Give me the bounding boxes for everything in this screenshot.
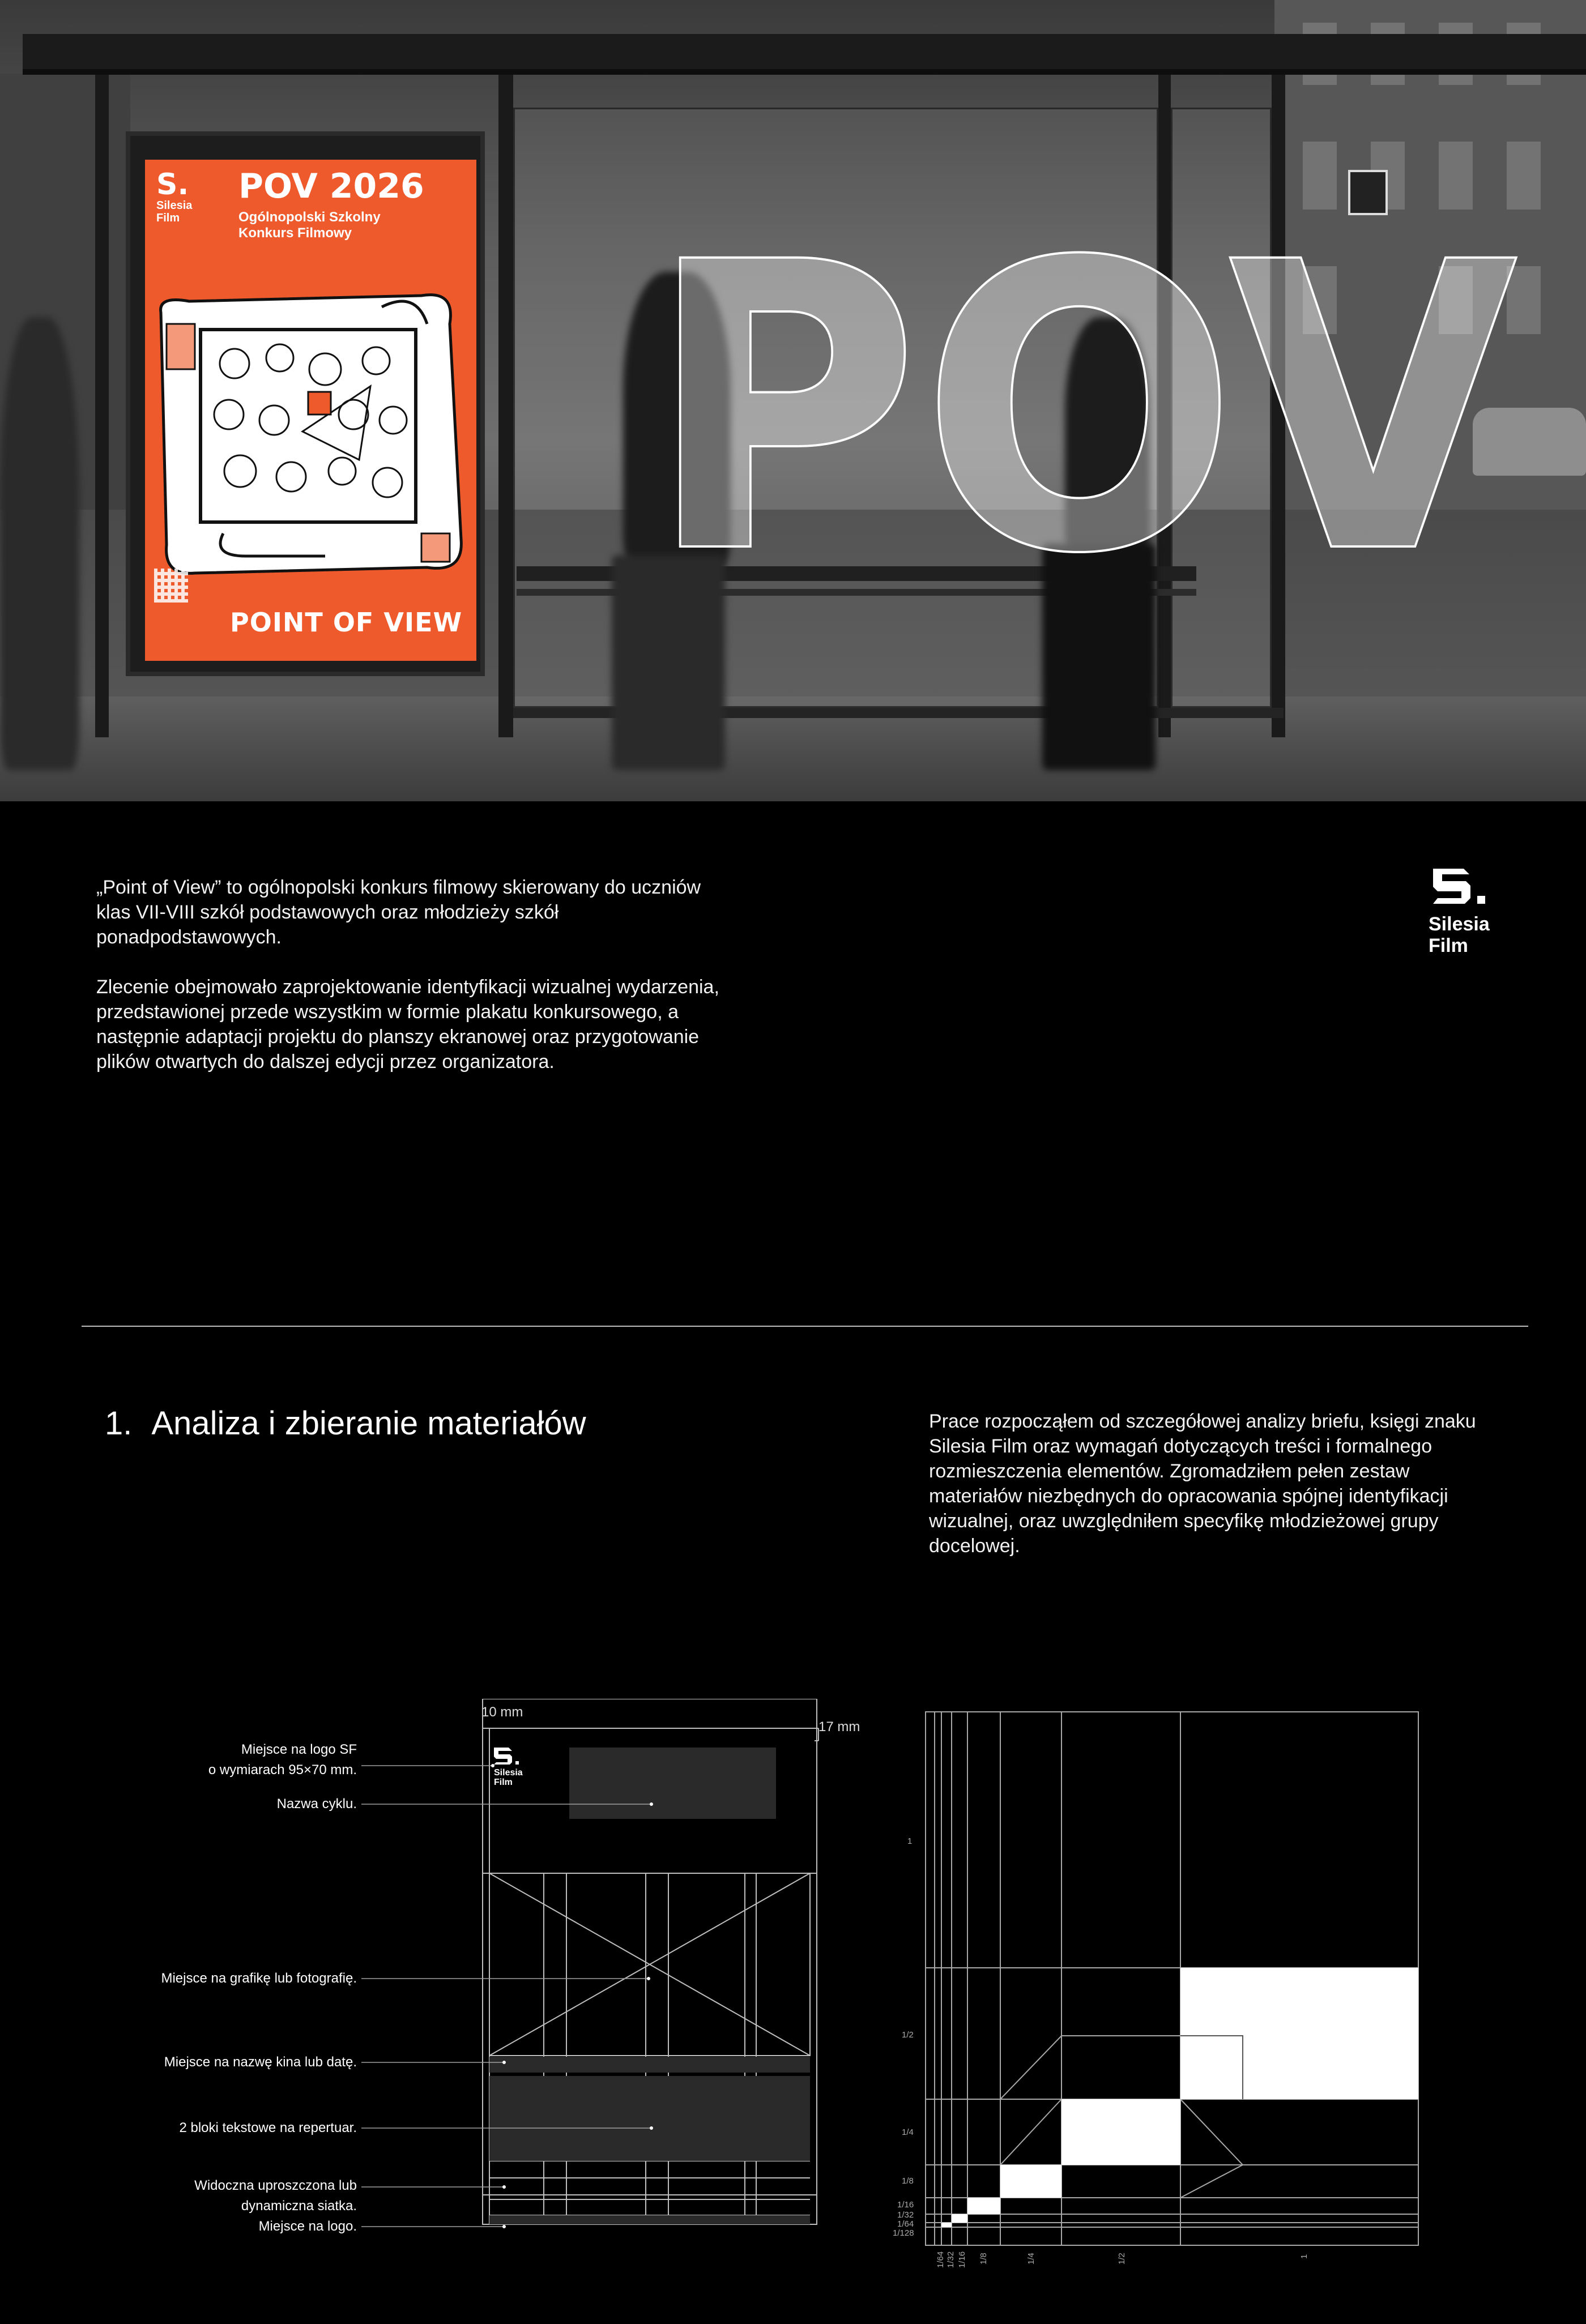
label-grid-line-1: Widoczna uproszczona lub xyxy=(194,2178,357,2193)
dim-top-margin: 10 mm xyxy=(481,1704,523,1720)
intro-paragraph-2: Zlecenie obejmowało zaprojektowanie identyfikacji wizualnej wydarzenia, przedstawionej przede wszystkim w formie plakatu konkursowego, a następnie adaptacji projektu do planszy ekranowej oraz przygotowanie plików otwartych do dalszej edycji przez organizatora. xyxy=(96,976,719,1073)
silesia-film-name-1: Silesia xyxy=(1429,913,1490,935)
poster-qr-code xyxy=(154,569,188,603)
poster-subtitle-line-2: Konkurs Filmowy xyxy=(238,225,352,241)
label-cycle-name: Nazwa cyklu. xyxy=(276,1796,357,1812)
frac-left-1-2: 1/2 xyxy=(902,2030,914,2040)
step-heading xyxy=(105,1404,586,1442)
silesia-film-name-2: Film xyxy=(1429,935,1468,956)
frac-bottom-1: 1 xyxy=(1299,2254,1309,2259)
fraction-grid xyxy=(893,1702,1439,2268)
big-pov-outline-text xyxy=(646,243,1529,561)
mini-logo-name-2: Film xyxy=(494,1778,513,1787)
label-logo-line-2: o wymiarach 95×70 mm. xyxy=(208,1762,357,1778)
silesia-film-s-icon xyxy=(1429,865,1491,906)
frac-left-1-8: 1/8 xyxy=(902,2176,914,2186)
poster-fine-print-1 xyxy=(207,570,287,575)
frac-left-1-64: 1/64 xyxy=(897,2219,914,2229)
frac-bottom-1-16: 1/16 xyxy=(957,2251,967,2268)
frac-left-1-4: 1/4 xyxy=(902,2128,914,2137)
label-logo-line-1: Miejsce na logo SF xyxy=(241,1742,357,1757)
poster-subtitle xyxy=(238,210,408,241)
poster-tagline: POINT OF VIEW xyxy=(230,607,463,638)
frac-left-1-128: 1/128 xyxy=(893,2228,914,2238)
label-small-logo: Miejsce na logo. xyxy=(258,2219,357,2234)
dim-right-margin: 17 mm xyxy=(818,1719,860,1735)
frac-left-1-32: 1/32 xyxy=(897,2210,914,2220)
intro-text xyxy=(96,875,719,1099)
fraction-grid-lines xyxy=(906,1702,1439,2262)
silesia-film-logo xyxy=(1429,865,1502,956)
poster xyxy=(145,160,476,661)
label-graphic: Miejsce na grafikę lub fotografię. xyxy=(161,1971,357,1986)
label-cinema: Miejsce na nazwę kina lub datę. xyxy=(164,2054,357,2070)
poster-fine-print-2 xyxy=(309,570,389,575)
section-divider xyxy=(82,1326,1528,1327)
frac-bottom-1-8: 1/8 xyxy=(979,2253,988,2265)
step-title: Analiza i zbieranie materiałów xyxy=(151,1405,586,1442)
poster-layout-grid xyxy=(102,1699,884,2254)
poster-title: POV 2026 xyxy=(238,166,424,206)
poster-logo-mark: S. xyxy=(156,168,189,202)
poster-logo xyxy=(156,170,192,224)
hero-photo xyxy=(0,0,1586,801)
poster-logo-name-1: Silesia xyxy=(156,199,193,212)
label-text-blocks: 2 bloki tekstowe na repertuar. xyxy=(179,2120,357,2135)
poster-logo-name-2: Film xyxy=(156,212,180,224)
layout-grid-lines xyxy=(102,1699,884,2254)
frac-bottom-1-32: 1/32 xyxy=(946,2251,956,2268)
label-grid-line-2: dynamiczna siatka. xyxy=(241,2198,357,2214)
mini-logo-icon xyxy=(494,1748,512,1765)
frac-bottom-1-2: 1/2 xyxy=(1117,2253,1127,2265)
poster-illustration xyxy=(155,290,466,579)
frac-bottom-1-64: 1/64 xyxy=(936,2251,945,2268)
mini-logo-name-1: Silesia xyxy=(494,1768,523,1778)
mini-logo-text xyxy=(494,1768,523,1787)
frac-left-1-16: 1/16 xyxy=(897,2200,914,2210)
intro-paragraph-1: „Point of View” to ogólnopolski konkurs filmowy skierowany do uczniów klas VII-VIII szkół podstawowych oraz młodzieży szkół ponadpodstawowych. xyxy=(96,877,701,948)
big-pov-text: POV xyxy=(646,243,1521,561)
frac-bottom-1-4: 1/4 xyxy=(1026,2253,1036,2265)
step-description: Prace rozpocząłem od szczegółowej analizy briefu, księgi znaku Silesia Film oraz wymagań dotyczących treści i formalnego rozmieszczenia elementów. Zgromadziłem pełen zestaw materiałów niezbędnych do opracowania spójnej identyfikacji wizualnej, oraz uwzględniłem specyfikę młodzieżowej grupy docelowej. xyxy=(929,1411,1476,1557)
step-number: 1. xyxy=(105,1405,133,1442)
poster-subtitle-line-1: Ogólnopolski Szkolny xyxy=(238,210,381,225)
frac-left-1: 1 xyxy=(907,1836,913,1846)
